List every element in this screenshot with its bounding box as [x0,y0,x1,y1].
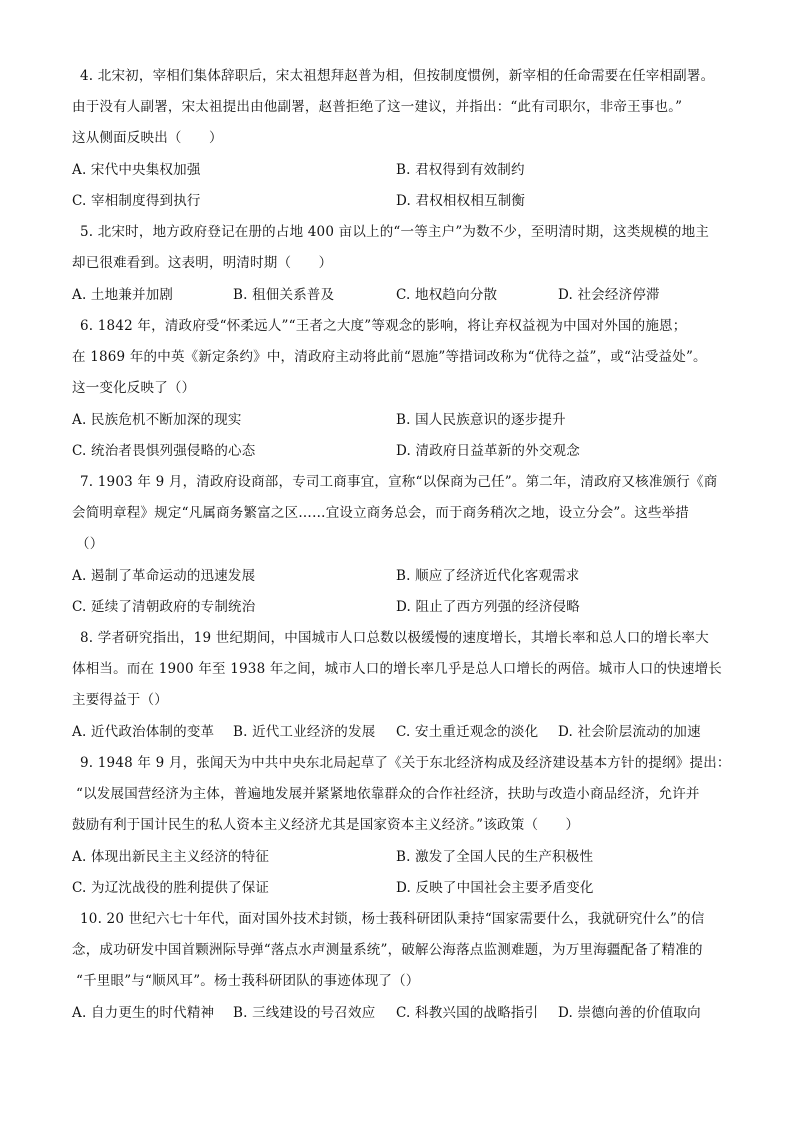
question-5-option-c[interactable]: C. 地权趋向分散 [396,287,498,303]
question-6-option-a[interactable]: A. 民族危机不断加深的现实 [72,412,242,428]
question-7-line-3: （） [76,536,104,552]
question-5-option-b[interactable]: B. 租佃关系普及 [233,287,335,303]
question-4-option-c[interactable]: C. 宰相制度得到执行 [72,193,201,209]
question-9-option-c[interactable]: C. 为辽沈战役的胜利提供了保证 [72,880,270,896]
question-6-line-3: 这一变化反映了（） [72,380,196,396]
question-6-line-1: 6. 1842 年，清政府受“怀柔远人”“王者之大度”等观念的影响，将让弃权益视为中国对外国的施恩； [80,318,687,334]
question-4-line-3: 这从侧面反映出（ ） [72,130,223,146]
question-4-line-1: 4. 北宋初，宰相们集体辞职后，宋太祖想拜赵普为相，但按制度惯例，新宰相的任命需要在任宰相副署。 [80,68,715,84]
question-8-option-d[interactable]: D. 社会阶层流动的加速 [558,724,701,740]
question-9-option-d[interactable]: D. 反映了中国社会主要矛盾变化 [396,880,594,896]
question-10-option-a[interactable]: A. 自力更生的时代精神 [72,1005,215,1021]
question-7-option-c[interactable]: C. 延续了清朝政府的专制统治 [72,599,256,615]
question-9-line-1: 9. 1948 年 9 月，张闻天为中共中央东北局起草了《关于东北经济构成及经济建设基本方针的提纲》提出： [80,755,731,771]
question-5-line-1: 5. 北宋时，地方政府登记在册的占地 400 亩以上的“一等主户”为数不少，至明清时期，这类规模的地主 [80,224,710,240]
question-10-option-c[interactable]: C. 科教兴国的战略指引 [396,1005,539,1021]
question-7-option-d[interactable]: D. 阻止了西方列强的经济侵略 [396,599,580,615]
question-6-line-2: 在 1869 年的中英《新定条约》中，清政府主动将此前“恩施”等措词改称为“优待之益”，或“沾受益处”。 [72,349,707,365]
question-8-option-a[interactable]: A. 近代政治体制的变革 [72,724,215,740]
question-5-option-d[interactable]: D. 社会经济停滞 [558,287,660,303]
question-10-option-d[interactable]: D. 崇德向善的价值取向 [558,1005,701,1021]
question-6-option-c[interactable]: C. 统治者畏惧列强侵略的心态 [72,443,256,459]
question-4-option-b[interactable]: B. 君权得到有效制约 [396,162,525,178]
question-8-line-2: 体相当。而在 1900 年至 1938 年之间，城市人口的增长率几乎是总人口增长的两倍。城市人口的快速增长 [72,661,722,677]
question-4-line-2: 由于没有人副署，宋太祖提出由他副署，赵普拒绝了这一建议，并指出：“此有司职尔，非帝王事也。” [72,99,683,115]
question-10-option-b[interactable]: B. 三线建设的号召效应 [233,1005,376,1021]
question-7-line-2: 会简明章程》规定“凡属商务繁富之区……宜设立商务总会，而于商务稍次之地，设立分会”。这些举措 [72,505,690,521]
question-7-line-1: 7. 1903 年 9 月，清政府设商部，专司工商事宜，宣称“以保商为己任”。第二年，清政府又核准颁行《商 [80,474,718,490]
question-5-option-a[interactable]: A. 土地兼并加剧 [72,287,174,303]
question-10-line-2: 念，成功研发中国首颗洲际导弹“落点水声测量系统”，破解公海落点监测难题，为万里海疆配备了精准的 [72,942,703,958]
question-7-option-a[interactable]: A. 遏制了革命运动的迅速发展 [72,568,256,584]
question-5-line-2: 却已很难看到。这表明，明清时期（ ） [72,255,333,271]
question-9-line-3: 鼓励有利于国计民生的私人资本主义经济尤其是国家资本主义经济。”该政策（ ） [72,817,580,833]
question-4-option-d[interactable]: D. 君权相权相互制衡 [396,193,526,209]
question-10-line-1: 10. 20 世纪六七十年代，面对国外技术封锁，杨士莪科研团队秉持“国家需要什么，我就研究什么”的信 [80,911,705,927]
question-7-option-b[interactable]: B. 顺应了经济近代化客观需求 [396,568,580,584]
question-6-option-d[interactable]: D. 清政府日益革新的外交观念 [396,443,580,459]
question-8-line-3: 主要得益于（） [72,692,168,708]
question-9-option-a[interactable]: A. 体现出新民主主义经济的特征 [72,849,270,865]
question-8-option-c[interactable]: C. 安土重迁观念的淡化 [396,724,539,740]
question-6-option-b[interactable]: B. 国人民族意识的逐步提升 [396,412,566,428]
question-9-option-b[interactable]: B. 激发了全国人民的生产积极性 [396,849,594,865]
question-8-option-b[interactable]: B. 近代工业经济的发展 [233,724,376,740]
question-8-line-1: 8. 学者研究指出，19 世纪期间，中国城市人口总数以极缓慢的速度增长，其增长率和总人口的增长率大 [80,630,709,646]
question-4-option-a[interactable]: A. 宋代中央集权加强 [72,162,201,178]
question-10-line-3: “千里眼”与“顺风耳”。杨士莪科研团队的事迹体现了（） [76,973,420,989]
question-9-line-2: “以发展国营经济为主体，普遍地发展并紧紧地依靠群众的合作社经济，扶助与改造小商品经济，允许并 [76,786,700,802]
